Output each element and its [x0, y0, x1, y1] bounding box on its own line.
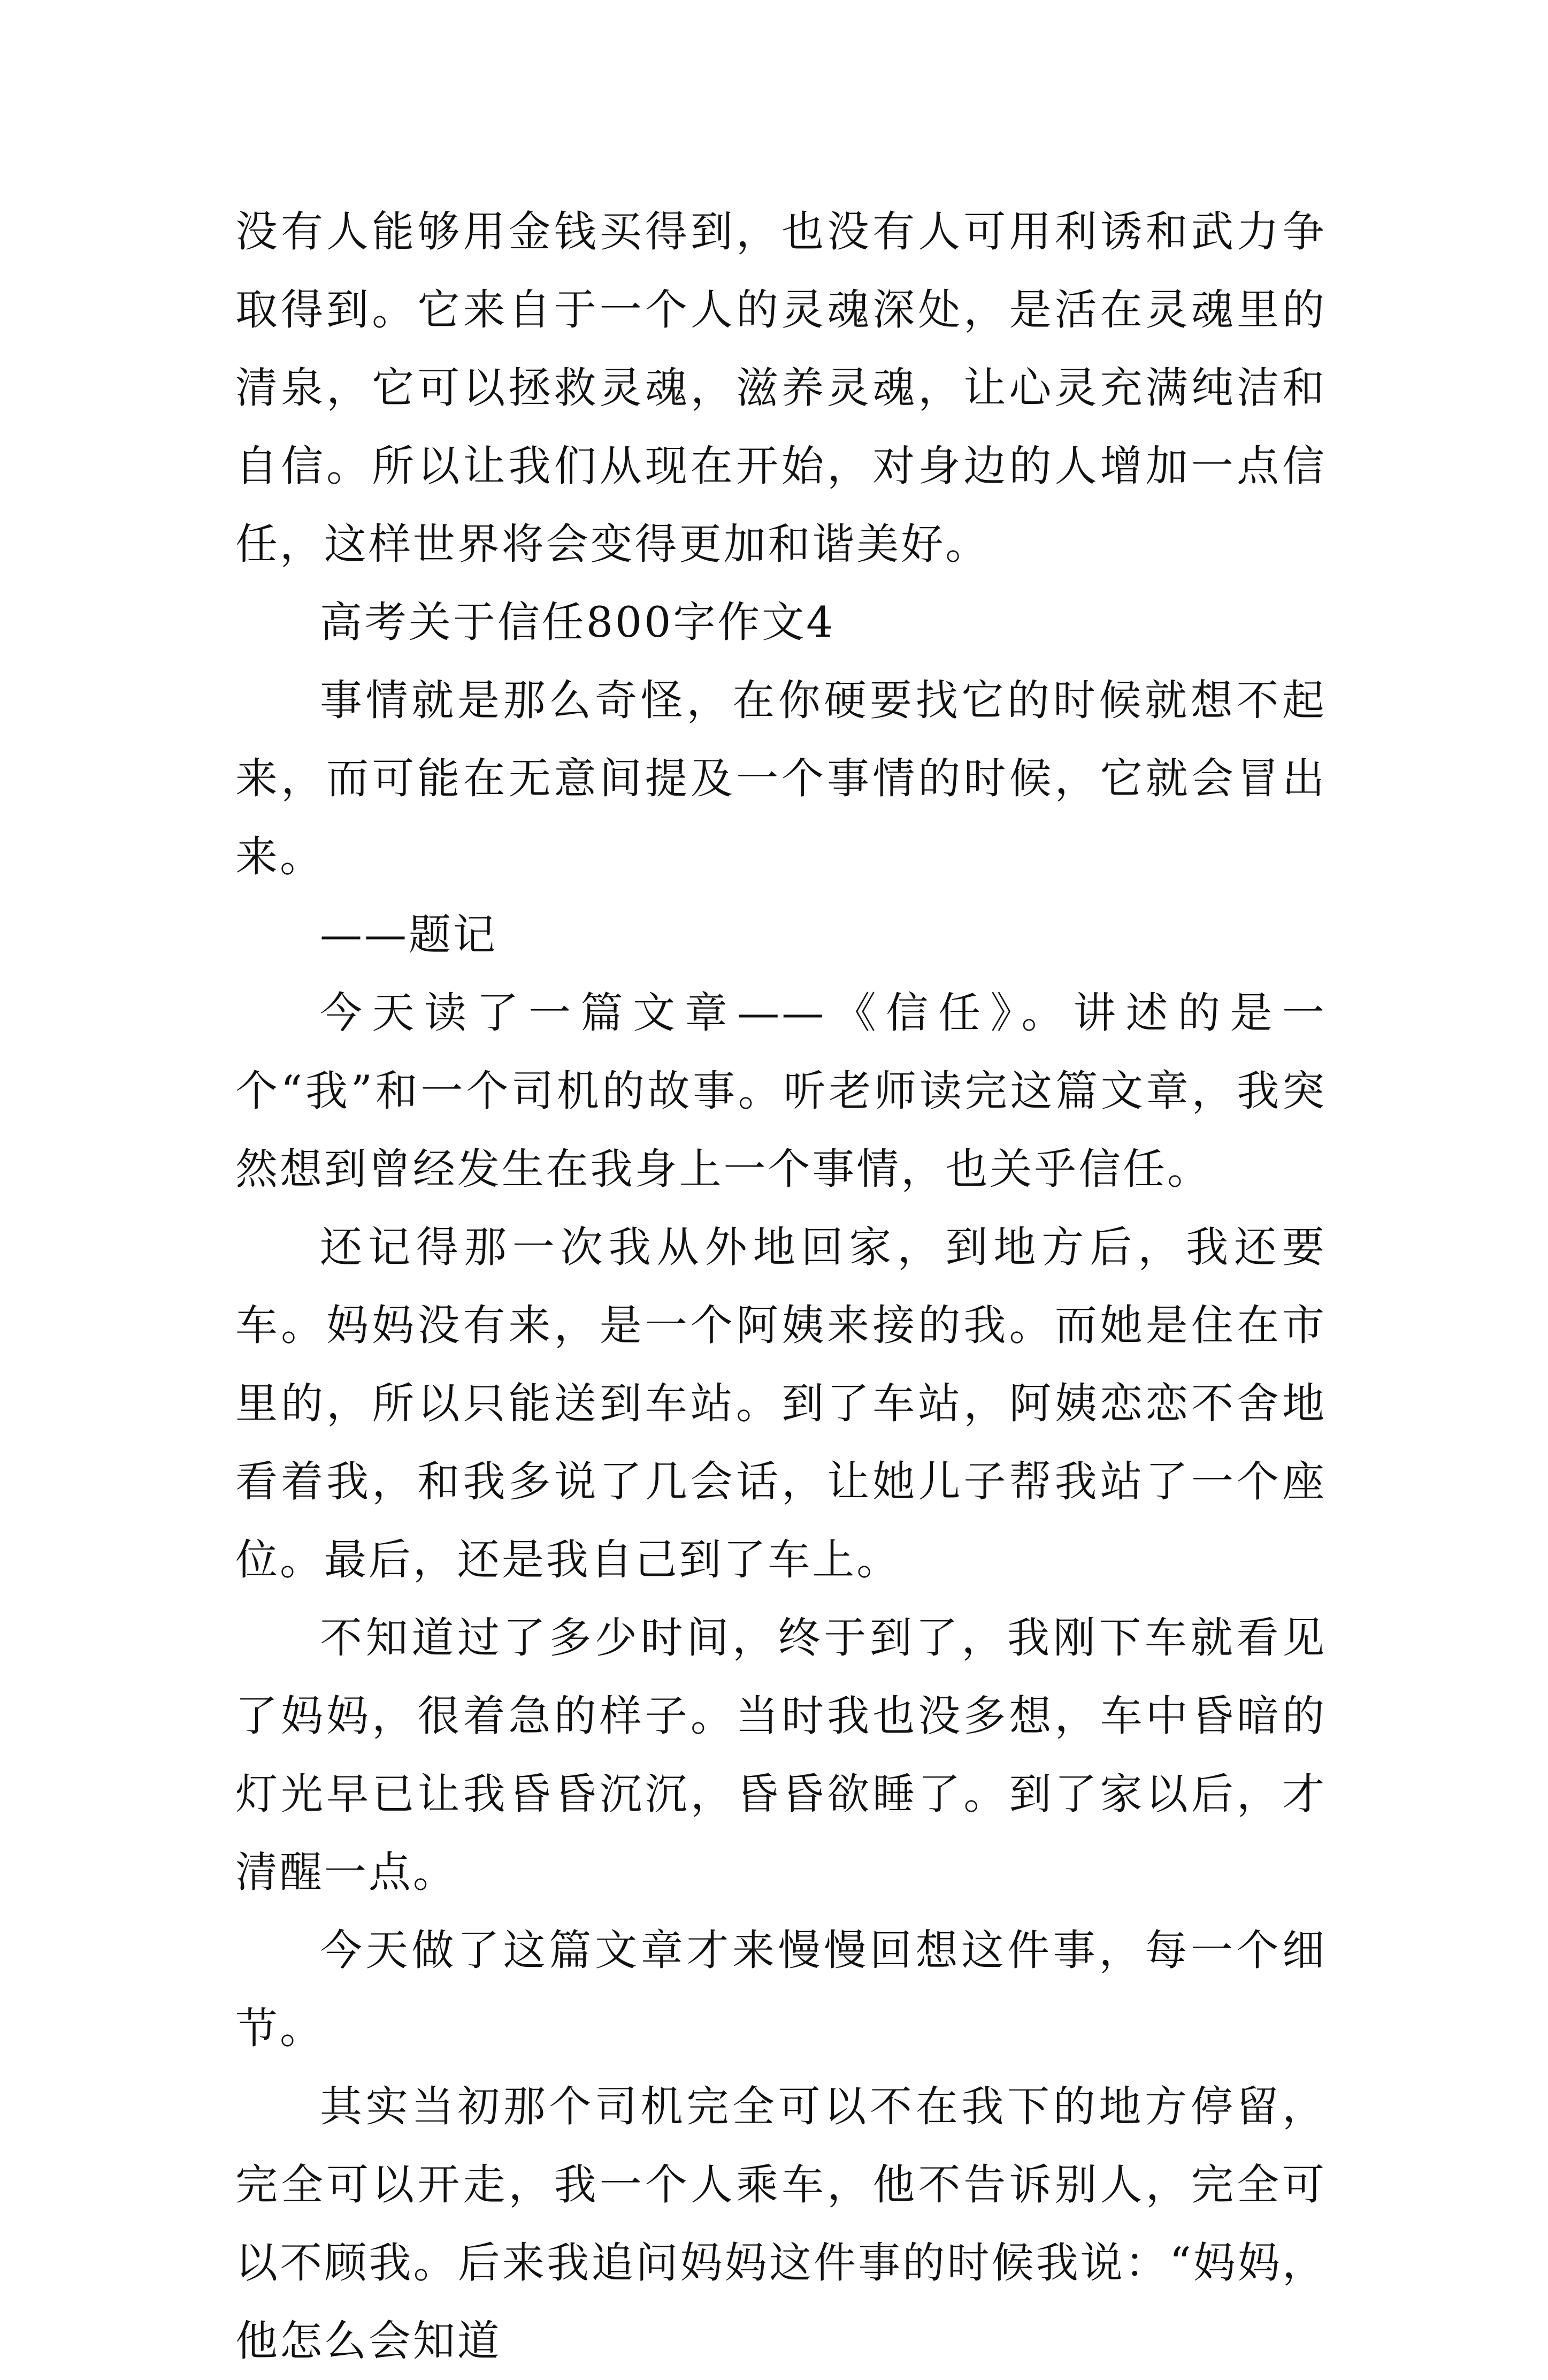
paragraph-epigraph: 事情就是那么奇怪，在你硬要找它的时候就想不起来，而可能在无意间提及一个事情的时候，它就会冒出来。 — [235, 676, 1327, 881]
paragraph-reading: 今天读了一篇文章——《信任》。讲述的是一个“我”和一个司机的故事。听老师读完这篇文章，我突然想到曾经发生在我身上一个事情，也关乎信任。 — [235, 988, 1327, 1194]
epigraph-label: ——题记 — [320, 910, 497, 959]
essay-title: 高考关于信任800字作文4 — [320, 598, 836, 647]
paragraph-journey: 还记得那一次我从外地回家，到地方后，我还要车。妈妈没有来，是一个阿姨来接的我。而她是住在市里的，所以只能送到车站。到了车站，阿姨恋恋不舍地看着我，和我多说了几会话，让她儿子帮我站了一个座位。最后，还是我自己到了车上。 — [235, 1223, 1327, 1584]
paragraph-recall: 今天做了这篇文章才来慢慢回想这件事，每一个细节。 — [235, 1926, 1327, 2053]
document-page — [235, 193, 1327, 2380]
paragraph-arrival: 不知道过了多少时间，终于到了，我刚下车就看见了妈妈，很着急的样子。当时我也没多想，车中昏暗的灯光早已让我昏昏沉沉，昏昏欲睡了。到了家以后，才清醒一点。 — [235, 1613, 1327, 1897]
paragraph-driver: 其实当初那个司机完全可以不在我下的地方停留，完全可以开走，我一个人乘车，他不告诉别人，完全可以不顾我。后来我追问妈妈这件事的时候我说：“妈妈，他怎么会知道 — [235, 2082, 1327, 2366]
paragraph-trust-value: 没有人能够用金钱买得到，也没有人可用利诱和武力争取得到。它来自于一个人的灵魂深处，是活在灵魂里的清泉，它可以拯救灵魂，滋养灵魂，让心灵充满纯洁和自信。所以让我们从现在开始，对身边的人增加一点信任，这样世界将会变得更加和谐美好。 — [235, 207, 1327, 569]
